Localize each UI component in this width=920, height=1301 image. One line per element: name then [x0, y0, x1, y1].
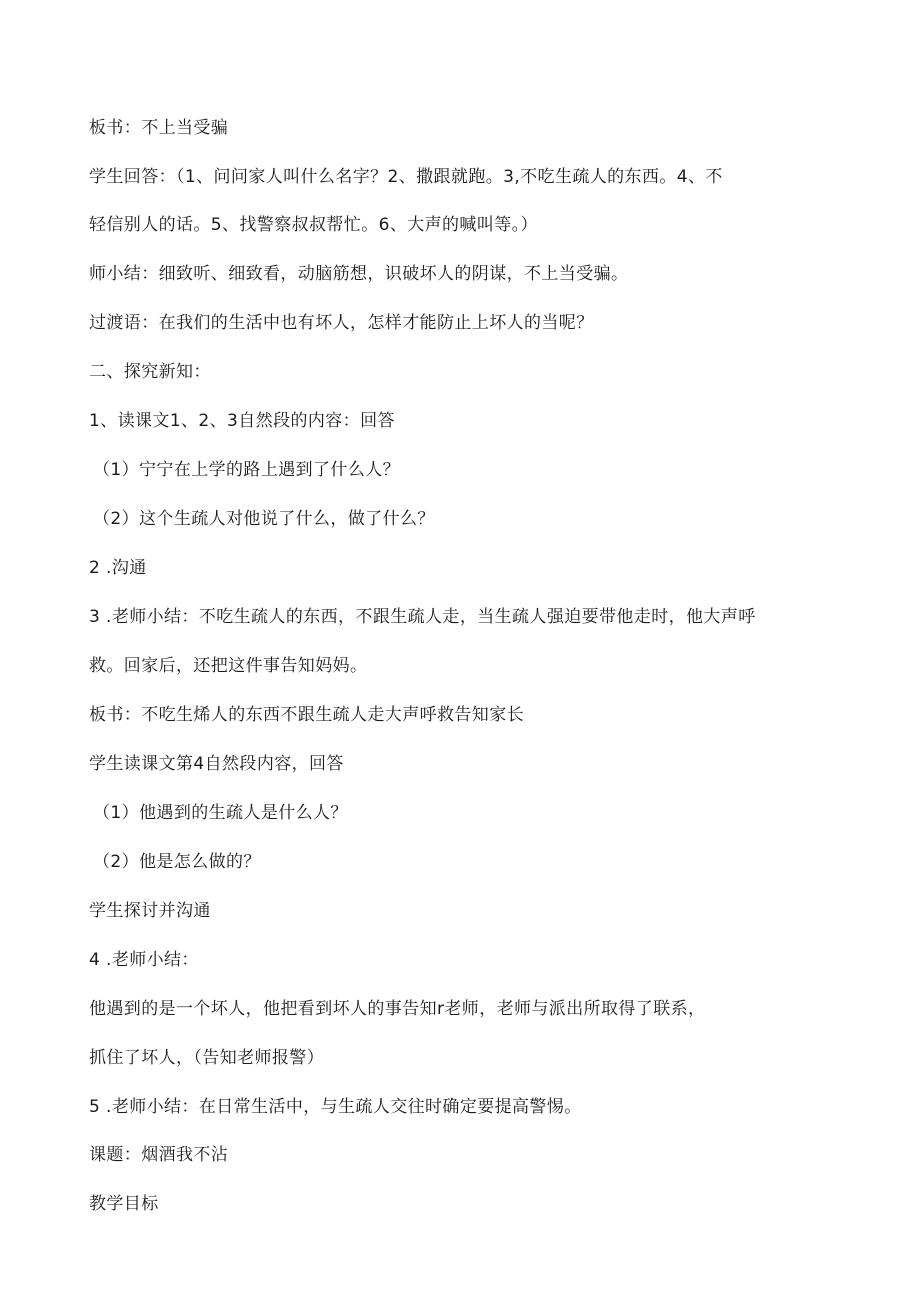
text-line-teacher-summary-4: 4 .老师小结： — [89, 950, 199, 970]
text-line-lesson-title: 课题：烟酒我不沾 — [89, 1145, 229, 1165]
text-line-teacher-summary-3-cont: 救。回家后，还把这件事告知妈妈。 — [89, 656, 368, 676]
text-line-teaching-goals: 教学目标 — [89, 1194, 159, 1214]
text-line-blackboard-title: 板书：不上当受骗 — [89, 118, 229, 138]
text-line-question-1: （1）宁宁在上学的路上遇到了什么人？ — [93, 460, 401, 480]
text-line-summary-body-cont: 抓住了坏人，（告知老师报警） — [89, 1048, 325, 1068]
text-line-student-answer: 学生回答：（1、问问家人叫什么名字？2、撒跟就跑。3,不吃生疏人的东西。4、不 — [89, 167, 723, 187]
text-line-communicate: 2 .沟通 — [89, 558, 147, 578]
text-line-section-heading: 二、探究新知： — [89, 362, 211, 382]
text-line-student-answer-cont: 轻信别人的话。5、找警察叔叔帮忙。6、大声的喊叫等。） — [89, 215, 538, 235]
text-line-question-4: （2）他是怎么做的？ — [93, 852, 261, 872]
text-line-teacher-summary: 师小结：细致听、细致看，动脑筋想，识破坏人的阴谋，不上当受骗。 — [89, 264, 629, 284]
text-line-question-2: （2）这个生疏人对他说了什么，做了什么？ — [93, 509, 435, 529]
text-line-question-3: （1）他遇到的生疏人是什么人？ — [93, 803, 348, 823]
text-line-teacher-summary-3: 3 .老师小结：不吃生疏人的东西，不跟生疏人走，当生疏人强迫要带他走时，他大声呼 — [89, 607, 756, 627]
text-line-student-read: 学生读课文第4自然段内容，回答 — [89, 754, 344, 774]
text-line-blackboard-2: 板书：不吃生烯人的东西不跟生疏人走大声呼救告知家长 — [89, 705, 524, 725]
text-line-summary-body: 他遇到的是一个坏人，他把看到坏人的事告知r老师，老师与派出所取得了联系， — [89, 999, 706, 1019]
text-line-read-text: 1、读课文1、2、3自然段的内容：回答 — [89, 411, 395, 431]
text-line-teacher-summary-5: 5 .老师小结：在日常生活中，与生疏人交往时确定要提高警惕。 — [89, 1097, 582, 1117]
text-line-student-discuss: 学生探讨并沟通 — [89, 901, 211, 921]
text-line-transition: 过渡语：在我们的生活中也有坏人，怎样才能防止上坏人的当呢？ — [89, 313, 594, 333]
